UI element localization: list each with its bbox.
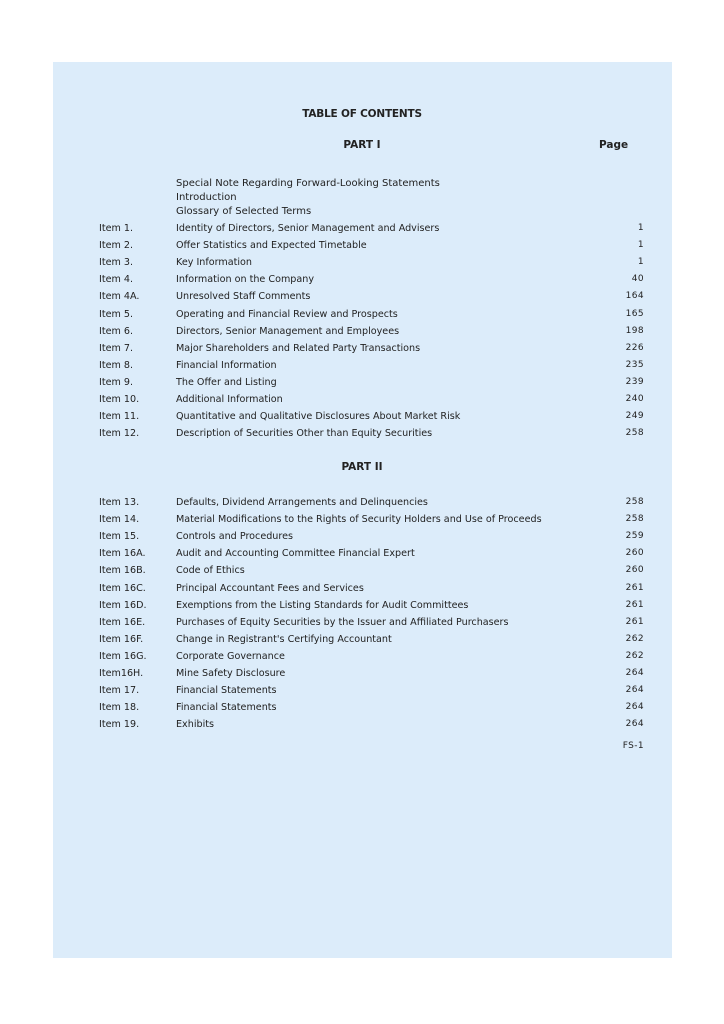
item-page-number: 1 xyxy=(637,257,644,268)
item-title: Description of Securities Other than Equity Securities xyxy=(176,428,433,440)
toc-row[interactable] xyxy=(0,394,724,408)
item-number: Item16H. xyxy=(99,668,144,679)
item-title: Information on the Company xyxy=(176,274,315,286)
toc-row[interactable] xyxy=(0,548,724,562)
item-title: Major Shareholders and Related Party Transactions xyxy=(176,342,421,354)
toc-row[interactable] xyxy=(0,291,724,305)
item-number: Item 11. xyxy=(99,411,140,423)
item-title: Additional Information xyxy=(176,394,283,405)
item-title: Controls and Procedures xyxy=(176,531,294,543)
item-page-number: 258 xyxy=(625,428,644,439)
toc-row[interactable] xyxy=(0,634,724,648)
item-title: Quantitative and Qualitative Disclosures About Market Risk xyxy=(176,411,461,423)
toc-row[interactable] xyxy=(0,309,724,323)
item-page-number: 262 xyxy=(625,650,644,661)
toc-row[interactable] xyxy=(0,223,724,237)
toc-row[interactable] xyxy=(0,565,724,579)
item-title: Key Information xyxy=(176,257,252,269)
item-page-number: 258 xyxy=(625,514,644,525)
item-page-number: 261 xyxy=(625,599,644,610)
item-page-number: 262 xyxy=(625,633,644,644)
item-title: Offer Statistics and Expected Timetable xyxy=(176,240,367,252)
toc-row[interactable] xyxy=(0,377,724,391)
toc-title: TABLE OF CONTENTS xyxy=(302,108,422,120)
item-page-number: 198 xyxy=(625,325,644,336)
intro-line: Introduction xyxy=(176,192,237,203)
item-title: The Offer and Listing xyxy=(176,376,277,388)
item-title: Change in Registrant's Certifying Accountant xyxy=(176,633,392,645)
item-title: Exemptions from the Listing Standards for Audit Committees xyxy=(176,599,469,611)
item-title: Directors, Senior Management and Employees xyxy=(176,325,400,337)
item-page-number: 261 xyxy=(625,616,644,627)
item-title: Purchases of Equity Securities by the Issuer and Affiliated Purchasers xyxy=(176,616,509,628)
item-number: Item 5. xyxy=(99,308,134,320)
toc-row[interactable] xyxy=(0,428,724,442)
item-number: Item 3. xyxy=(99,257,134,269)
item-number: Item 13. xyxy=(99,497,140,508)
item-title: Material Modifications to the Rights of Security Holders and Use of Proceeds xyxy=(176,514,542,526)
part-2-heading: PART II xyxy=(341,461,383,473)
item-number: Item 6. xyxy=(99,325,134,337)
item-page-number: 165 xyxy=(625,308,644,319)
page-column-header: Page xyxy=(599,139,629,151)
item-title: Principal Accountant Fees and Services xyxy=(176,582,364,594)
item-page-number: 164 xyxy=(625,291,644,302)
toc-row[interactable] xyxy=(0,719,724,733)
toc-row[interactable] xyxy=(0,531,724,545)
item-title: Identity of Directors, Senior Management and Advisers xyxy=(176,223,440,234)
toc-row[interactable] xyxy=(0,360,724,374)
intro-line: Glossary of Selected Terms xyxy=(176,206,312,217)
item-title: Corporate Governance xyxy=(176,650,285,662)
item-number: Item 15. xyxy=(99,531,140,543)
item-title: Unresolved Staff Comments xyxy=(176,291,311,303)
item-number: Item 4A. xyxy=(99,291,140,303)
item-number: Item 16D. xyxy=(99,599,147,611)
toc-row[interactable] xyxy=(0,668,724,682)
toc-row[interactable] xyxy=(0,617,724,631)
item-number: Item 17. xyxy=(99,685,140,697)
item-number: Item 16B. xyxy=(99,565,146,577)
item-title: Financial Statements xyxy=(176,685,277,697)
item-number: Item 16G. xyxy=(99,650,147,662)
toc-row[interactable] xyxy=(0,257,724,271)
fs-page-ref: FS-1 xyxy=(622,741,644,751)
item-page-number: 40 xyxy=(631,274,644,285)
item-title: Financial Information xyxy=(176,359,277,371)
item-title: Mine Safety Disclosure xyxy=(176,668,286,679)
item-title: Operating and Financial Review and Prospects xyxy=(176,308,398,320)
item-number: Item 14. xyxy=(99,514,140,526)
item-number: Item 12. xyxy=(99,428,140,440)
item-number: Item 16E. xyxy=(99,616,146,628)
item-page-number: 249 xyxy=(625,411,644,422)
toc-row[interactable] xyxy=(0,685,724,699)
toc-row[interactable] xyxy=(0,600,724,614)
item-title: Defaults, Dividend Arrangements and Delinquencies xyxy=(176,497,428,508)
item-number: Item 4. xyxy=(99,274,134,286)
item-number: Item 18. xyxy=(99,702,140,714)
item-page-number: 264 xyxy=(625,719,644,730)
toc-row[interactable] xyxy=(0,514,724,528)
toc-row[interactable] xyxy=(0,651,724,665)
item-number: Item 9. xyxy=(99,376,134,388)
item-number: Item 2. xyxy=(99,240,134,252)
item-number: Item 19. xyxy=(99,719,140,731)
item-page-number: 264 xyxy=(625,702,644,713)
toc-row[interactable] xyxy=(0,411,724,425)
item-title: Code of Ethics xyxy=(176,565,245,577)
item-page-number: 258 xyxy=(625,497,644,507)
toc-row[interactable] xyxy=(0,240,724,254)
item-number: Item 1. xyxy=(99,223,134,234)
intro-line: Special Note Regarding Forward-Looking Statements xyxy=(176,178,440,189)
item-page-number: 264 xyxy=(625,668,644,678)
item-page-number: 226 xyxy=(625,342,644,353)
item-page-number: 260 xyxy=(625,548,644,559)
item-title: Financial Statements xyxy=(176,702,277,714)
item-page-number: 1 xyxy=(637,240,644,251)
item-number: Item 16C. xyxy=(99,582,146,594)
item-page-number: 1 xyxy=(637,223,644,233)
item-page-number: 240 xyxy=(625,394,644,404)
item-number: Item 16F. xyxy=(99,633,144,645)
item-page-number: 239 xyxy=(625,376,644,387)
item-page-number: 235 xyxy=(625,359,644,370)
item-title: Audit and Accounting Committee Financial Expert xyxy=(176,548,415,560)
toc-row[interactable] xyxy=(0,583,724,597)
item-page-number: 260 xyxy=(625,565,644,576)
item-number: Item 7. xyxy=(99,342,134,354)
item-page-number: 261 xyxy=(625,582,644,593)
toc-row[interactable] xyxy=(0,326,724,340)
part-1-heading: PART I xyxy=(343,139,381,151)
toc-row[interactable] xyxy=(0,274,724,288)
item-page-number: 259 xyxy=(625,531,644,542)
item-number: Item 8. xyxy=(99,359,134,371)
item-number: Item 16A. xyxy=(99,548,146,560)
toc-row[interactable] xyxy=(0,343,724,357)
item-number: Item 10. xyxy=(99,394,140,405)
toc-row[interactable] xyxy=(0,497,724,511)
item-title: Exhibits xyxy=(176,719,215,731)
item-page-number: 264 xyxy=(625,685,644,696)
toc-row[interactable] xyxy=(0,702,724,716)
